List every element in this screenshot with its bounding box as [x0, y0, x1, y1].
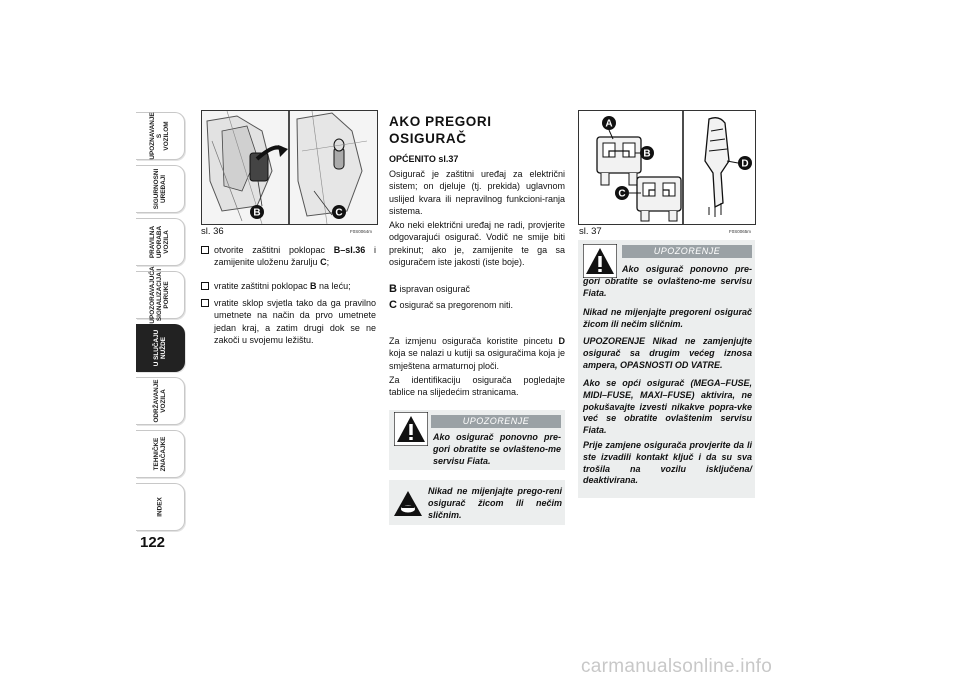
figure-37-code: F0S0065m [729, 229, 752, 234]
legend-letter-c: C [389, 299, 397, 311]
label-c: C [618, 188, 626, 200]
warning-text: Prije zamjene osigurača provjerite da li ste izvadili kontakt ključ i da su sva trošila na vozilu isključena/ deaktivirana. [583, 440, 752, 486]
side-tab-label: SIGURNOSNI UREĐAJI [152, 168, 167, 210]
legend-item-c: C osigurač sa pregorenom niti. [389, 299, 514, 311]
legend-letter-b: B [389, 283, 397, 295]
side-tab-label: INDEX [156, 497, 164, 517]
figure-36 [201, 110, 378, 225]
environment-warning-icon [393, 490, 423, 517]
label-d: D [741, 158, 749, 170]
legend-item-b: B ispravan osigurač [389, 283, 471, 295]
side-tab-label: PRAVILNA UPORABA VOZILA [149, 225, 171, 259]
section-title: AKO PREGORI OSIGURAČ [389, 114, 492, 146]
label-c: C [335, 207, 343, 219]
side-tab[interactable] [136, 218, 185, 266]
side-tab[interactable] [136, 112, 185, 160]
side-tab[interactable] [136, 165, 185, 213]
side-tab-label: U SLUČAJU NUŽDE [152, 329, 167, 367]
side-tab-label: TEHNIČKE ZNAČAJKE [152, 436, 167, 472]
bullet-checkbox-icon [201, 299, 209, 307]
fuse-illustration [579, 111, 755, 224]
side-tab-label: UPOZNAVANJE S VOZILOM [149, 112, 171, 160]
side-tab[interactable] [136, 430, 185, 478]
bullet-text: vratite zaštitni poklopac B na leću; [214, 281, 351, 291]
side-tab[interactable] [136, 324, 185, 372]
paragraph: Za identifikaciju osigurača pogledajte tablice na slijedećim stranicama. [389, 375, 565, 398]
figure-37-caption: sl. 37 [579, 226, 602, 237]
headlamp-bulb-illustration [202, 111, 377, 224]
label-b: B [253, 207, 261, 219]
warning-triangle-icon [394, 412, 428, 446]
warning-text: UPOZORENJE Nikad ne zamjenjujte osigurač sa drugim većeg iznosa ampera, OPASNOSTI OD VATRE. [583, 336, 752, 370]
section-subtitle: OPĆENITO sl.37 [389, 154, 459, 164]
bullet-text: vratite sklop svjetla tako da ga pravilno umetnete na način da prvo umetnete jedan kraj, a zatim drugi dok se ne zakoči u svojemu ležištu. [214, 298, 376, 345]
bullet-checkbox-icon [201, 282, 209, 290]
bullet-text: otvorite zaštitni poklopac B–sl.36 i zamijenite uloženu žarulju C; [214, 245, 376, 268]
figure-36-caption: sl. 36 [201, 226, 224, 237]
side-tab-label: UPOZORAVAJUĆA SIGNALIZACIJA I PORUKE [149, 266, 171, 324]
bullet-item [201, 297, 376, 346]
figure-37 [578, 110, 756, 225]
side-tab[interactable] [136, 377, 185, 425]
paragraph: Osigurač je zaštitni uređaj za električni sistem; on djeluje (tj. prekida) uglavnom uslijed kvara ili nepravilnog funkcioni-ranja sistema. [389, 169, 565, 216]
warning-header: UPOZORENJE [431, 415, 561, 428]
warning-text: Ako osigurač ponovno pre-gori obratite se ovlašteno-me servisu Fiata. [433, 432, 561, 466]
note-text: Nikad ne mijenjajte prego-reni osigurač žicom ili nečim sličnim. [428, 486, 562, 520]
label-a: A [605, 118, 613, 130]
bullet-item [201, 244, 376, 269]
side-tab-label: ODRŽAVANJE VOZILA [152, 379, 167, 423]
watermark: carmanualsonline.info [581, 656, 773, 677]
warning-text: Ako osigurač ponovno pre-gori obratite se ovlašteno-me servisu Fiata. [583, 264, 752, 298]
figure-36-code: F0S0064m [350, 229, 373, 234]
warning-header: UPOZORENJE [622, 245, 752, 258]
warning-text: Ako se opći osigurač (MEGA–FUSE, MIDI–FUSE, MAXI–FUSE) aktivira, ne pokušavajte izvesti nikakve popra-vke već se obratite ovlaštenim servisu Fiata. [583, 378, 752, 436]
side-tab[interactable] [136, 266, 185, 324]
paragraph: Za izmjenu osigurača koristite pincetu D koja se nalazi u kutiji sa osiguračima koja je smještena armaturnoj ploči. [389, 336, 565, 371]
paragraph: Ako neki električni uređaj ne radi, provjerite odgovarajući osigurač. Vodič ne smije biti prekinut; ako je, zamijenite te ga sa osiguračem iste jakosti (iste boje). [389, 220, 565, 267]
label-b: B [643, 148, 651, 160]
bullet-item [201, 280, 376, 292]
bullet-checkbox-icon [201, 246, 209, 254]
side-tab[interactable] [136, 483, 185, 531]
page-number: 122 [140, 534, 166, 551]
warning-text: Nikad ne mijenjajte pregoreni osigurač žicom ili nečim sličnim. [583, 307, 752, 329]
